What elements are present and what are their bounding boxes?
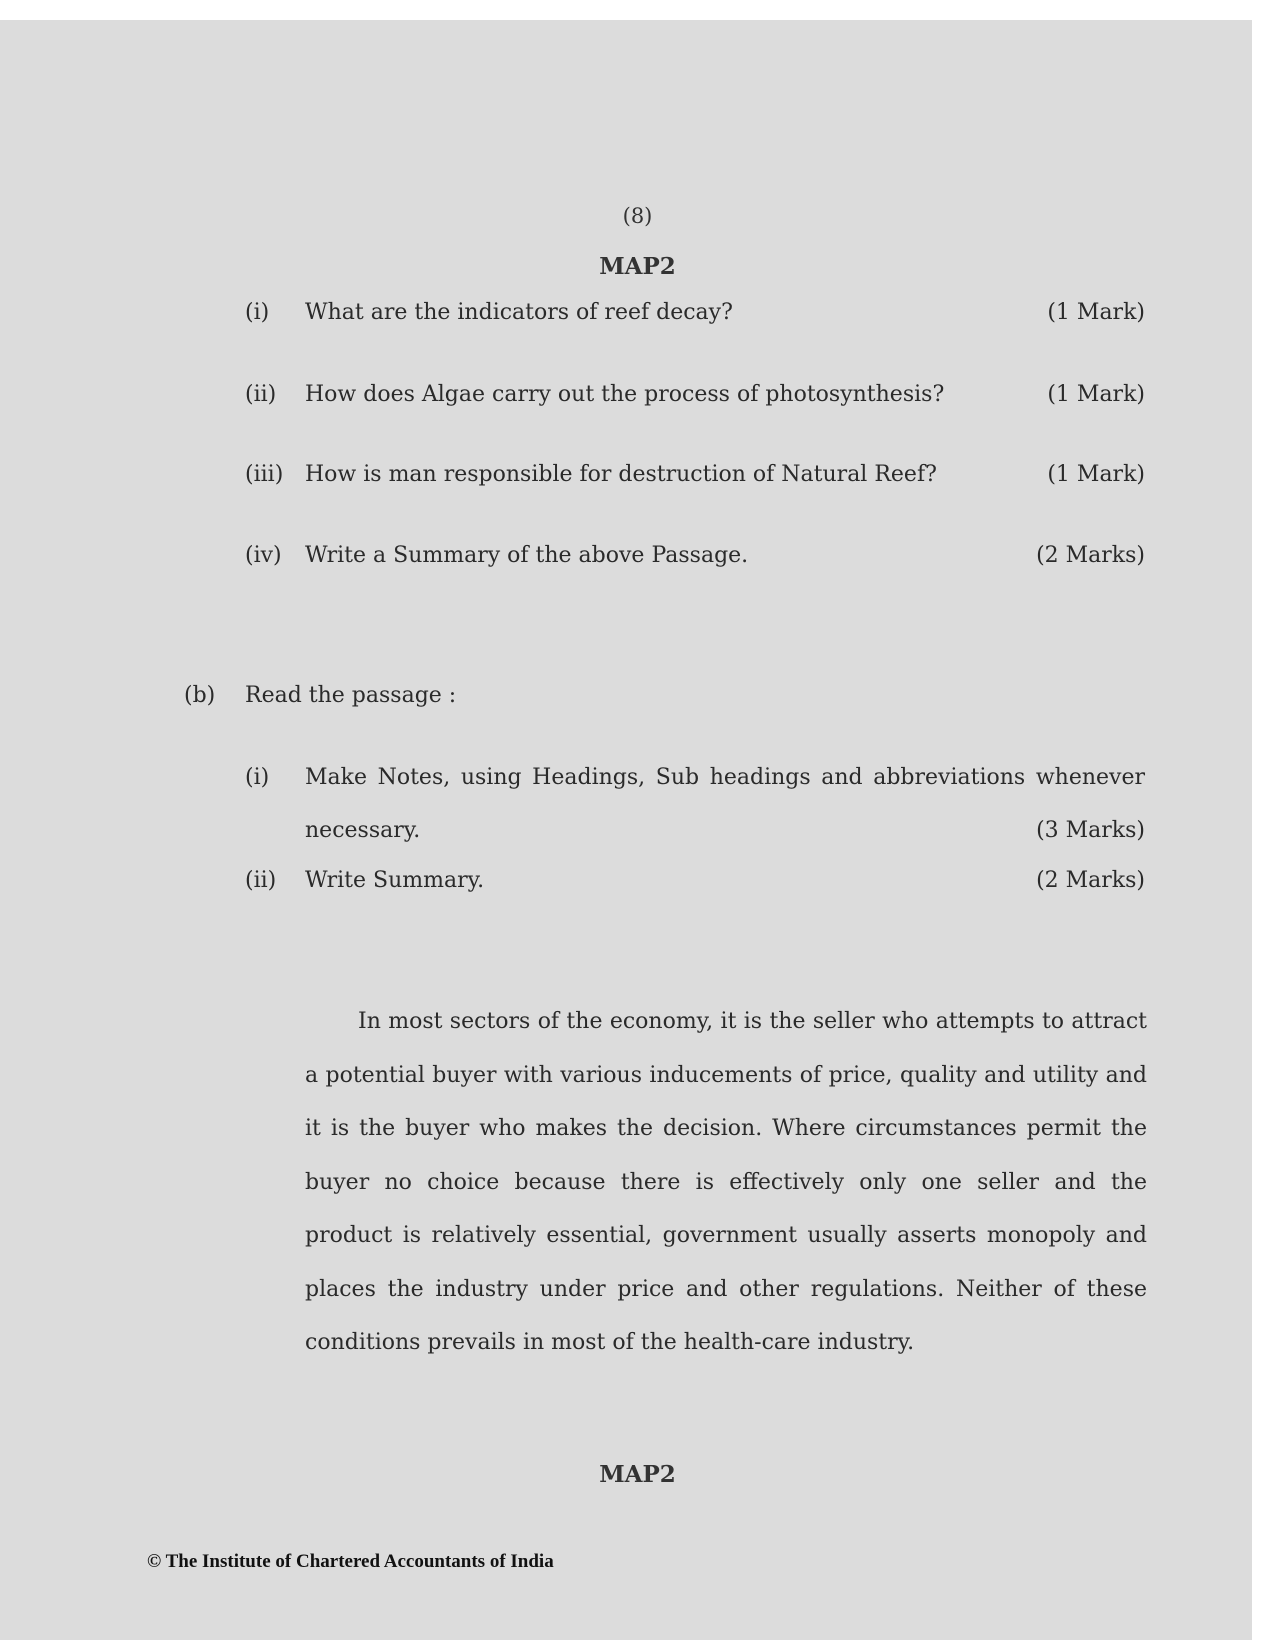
question-marks: (3 Marks)	[1036, 818, 1145, 843]
question-number: (i)	[245, 300, 270, 325]
question-marks: (2 Marks)	[1036, 868, 1145, 893]
question-text: How does Algae carry out the process of photosynthesis?	[305, 382, 945, 407]
paper-code-footer: MAP2	[599, 1461, 676, 1488]
part-b-label: (b)	[184, 683, 216, 708]
part-b-instruction: Read the passage :	[245, 683, 457, 708]
question-number: (iii)	[245, 462, 284, 487]
question-text-line2: necessary.	[305, 818, 421, 843]
question-text: What are the indicators of reef decay?	[305, 300, 733, 325]
question-text: How is man responsible for destruction of Natural Reef?	[305, 462, 937, 487]
question-marks: (2 Marks)	[1036, 543, 1145, 568]
question-number: (ii)	[245, 382, 277, 407]
question-text: Write Summary.	[305, 868, 485, 893]
copyright-notice: © The Institute of Chartered Accountants of India	[147, 1551, 554, 1572]
question-number: (iv)	[245, 543, 282, 568]
reading-passage: In most sectors of the economy, it is the seller who attempts to attract a potential buyer with various inducements of price, quality and utility and it is the buyer who makes the decision. Where circumstances permit the buyer no choice because there is effectively only one seller and the product is relatively essential, government usually asserts monopoly and places the industry under price and other regulations. Neither of these conditions prevails in most of the health-care industry.	[305, 1009, 1147, 1355]
paper-code-header: MAP2	[599, 253, 676, 280]
question-text-line1: Make Notes, using Headings, Sub headings and abbreviations whenever	[305, 765, 1145, 790]
question-marks: (1 Mark)	[1047, 462, 1145, 487]
question-marks: (1 Mark)	[1047, 382, 1145, 407]
question-number: (i)	[245, 765, 270, 790]
question-marks: (1 Mark)	[1047, 300, 1145, 325]
question-number: (ii)	[245, 868, 277, 893]
question-text: Write a Summary of the above Passage.	[305, 543, 749, 568]
page-number: (8)	[622, 204, 653, 228]
